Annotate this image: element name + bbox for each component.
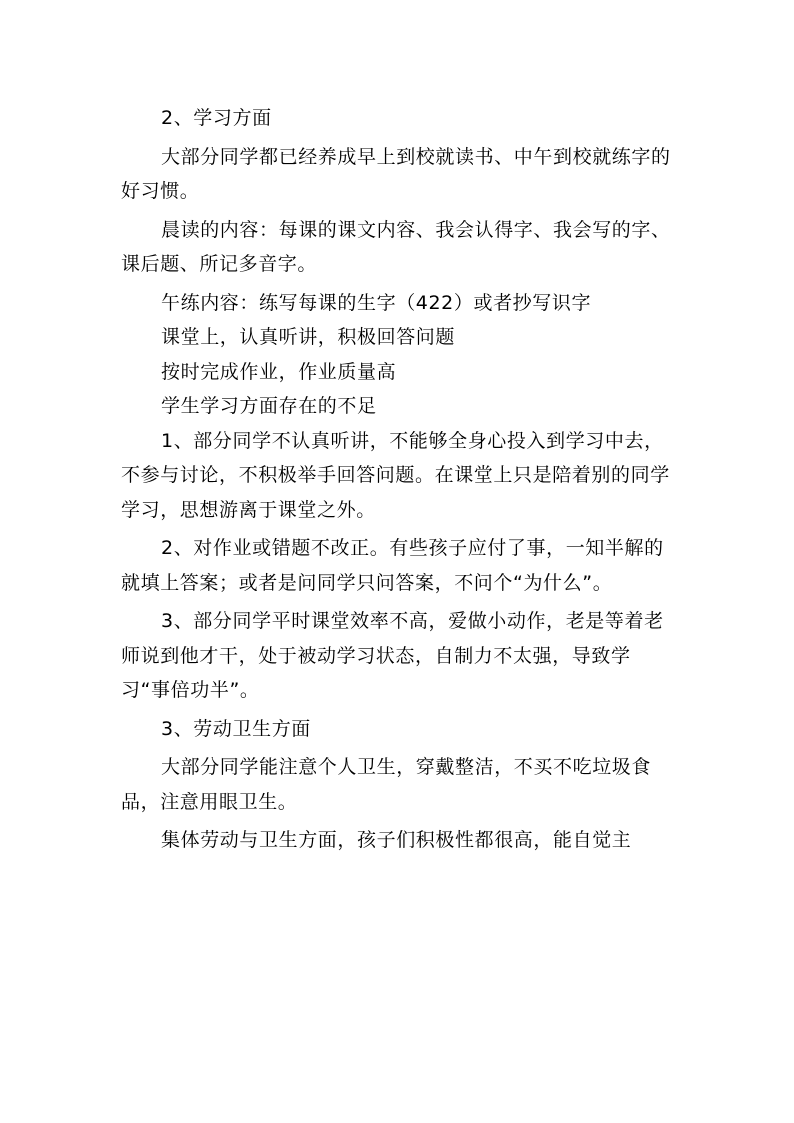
paragraph-shortcoming-2: 2、对作业或错题不改正。有些孩子应付了事，一知半解的就填上答案；或者是问同学只问答案，不问个“为什么”。	[121, 537, 664, 594]
paragraph-shortcoming-1: 1、部分同学不认真听讲，不能够全身心投入到学习中去，不参与讨论，不积极举手回答问题。在课堂上只是陪着别的同学学习，思想游离于课堂之外。	[121, 429, 670, 521]
paragraph-homework: 按时完成作业，作业质量高	[161, 360, 397, 383]
paragraph-study-habits: 大部分同学都已经养成早上到校就读书、中午到校就练字的好习惯。	[121, 145, 671, 202]
paragraph-classroom: 课堂上，认真听讲，积极回答问题	[161, 326, 456, 348]
paragraph-morning-reading: 晨读的内容：每课的课文内容、我会认得字、我会写的字、课后题、所记多音字。	[121, 218, 671, 275]
section-heading-shortcomings: 学生学习方面存在的不足	[161, 395, 377, 417]
paragraph-shortcoming-3: 3、部分同学平时课堂效率不高，爱做小动作，老是等着老师说到他才干，处于被动学习状态，自制力不太强，导致学习“事倍功半”。	[121, 610, 664, 701]
section-heading-labor-hygiene: 3、劳动卫生方面	[161, 717, 311, 740]
paragraph-collective-labor: 集体劳动与卫生方面，孩子们积极性都很高，能自觉主	[161, 829, 632, 851]
paragraph-noon-practice: 午练内容：练写每课的生字（422）或者抄写识字	[161, 291, 592, 314]
section-heading-study: 2、学习方面	[161, 107, 272, 129]
paragraph-personal-hygiene: 大部分同学能注意个人卫生，穿戴整洁，不买不吃垃圾食品，注意用眼卫生。	[121, 756, 652, 813]
document-body	[121, 101, 677, 858]
